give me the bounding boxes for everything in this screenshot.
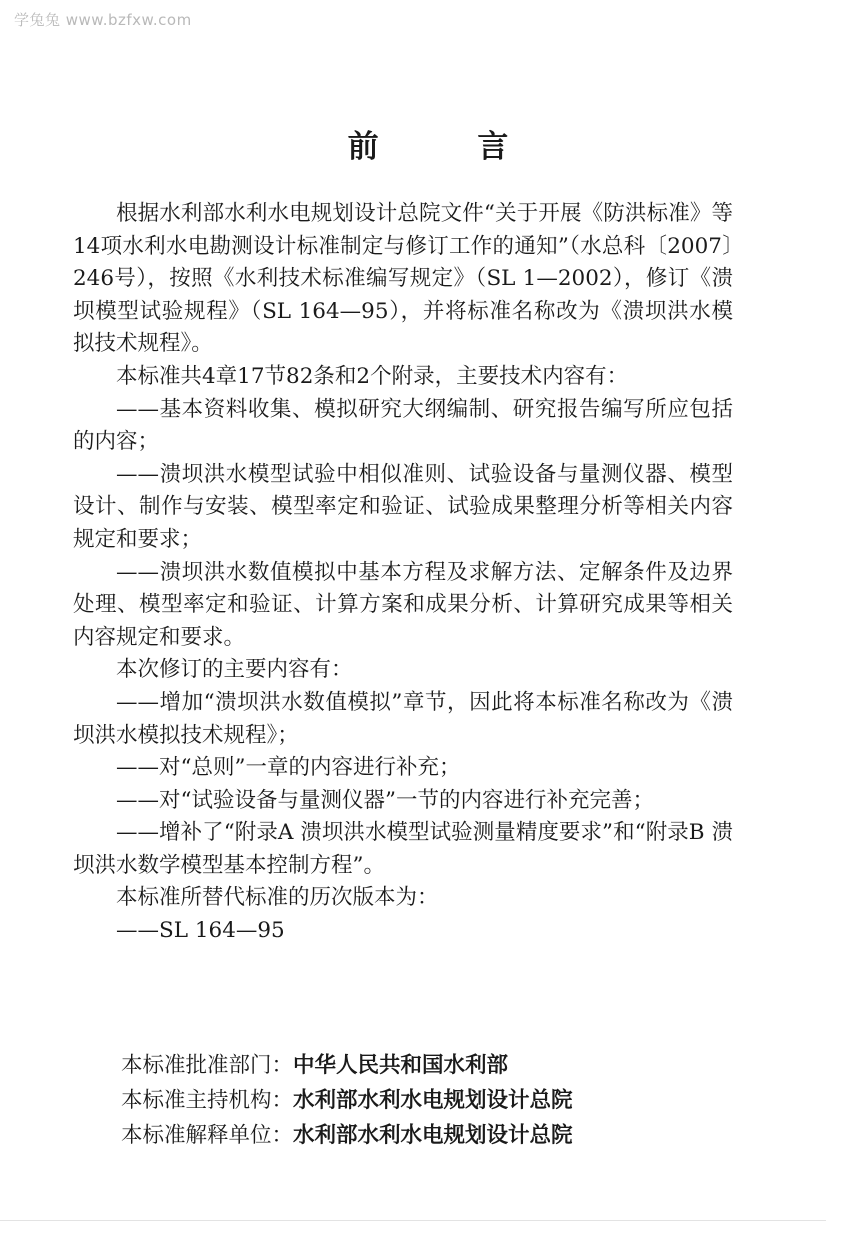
- paragraph-history-intro: 本标准所替代标准的历次版本为：: [116, 885, 439, 911]
- approval-row: [121, 1048, 573, 1083]
- approval-label: 本标准解释单位：: [121, 1123, 294, 1148]
- list-item: ——SL 164—95: [116, 918, 285, 944]
- approval-row: [121, 1083, 573, 1118]
- page-title: 前 言: [347, 129, 553, 165]
- approval-value: 中华人民共和国水利部: [293, 1053, 509, 1078]
- approval-value: 水利部水利水电规划设计总院: [293, 1088, 573, 1113]
- approval-block: [121, 1048, 573, 1153]
- page-bottom-divider: [0, 1220, 826, 1221]
- list-item: ——基本资料收集、模拟研究大纲编制、研究报告编写所应包括的内容；: [73, 396, 733, 455]
- paragraph-basis: 根据水利部水利水电规划设计总院文件“关于开展《防洪标准》等14项水利水电勘测设计标准制定与修订工作的通知”（水总科〔2007〕246号），按照《水利技术标准编写规定》（SL 1—2002），修订《溃坝模型试验规程》（SL 164—95），并将标准名称改为《溃坝洪水模拟技术规程》。: [73, 201, 733, 357]
- approval-row: [121, 1118, 573, 1153]
- list-item: ——对“总则”一章的内容进行补充；: [116, 755, 461, 781]
- approval-label: 本标准主持机构：: [121, 1088, 294, 1113]
- approval-value: 水利部水利水电规划设计总院: [293, 1123, 573, 1148]
- list-item: ——增加“溃坝洪水数值模拟”章节，因此将本标准名称改为《溃坝洪水模拟技术规程》；: [73, 689, 733, 748]
- list-item: ——增补了“附录A 溃坝洪水模型试验测量精度要求”和“附录B 溃坝洪水数学模型基本控制方程”。: [73, 820, 733, 878]
- paragraph-structure: 本标准共4章17节82条和2个附录，主要技术内容有：: [116, 363, 629, 389]
- watermark-text: 学兔兔 www.bzfxw.com: [14, 11, 192, 29]
- list-item: ——溃坝洪水数值模拟中基本方程及求解方法、定解条件及边界处理、模型率定和验证、计算方案和成果分析、计算研究成果等相关内容规定和要求。: [73, 559, 733, 650]
- paragraph-revision-intro: 本次修订的主要内容有：: [116, 657, 353, 683]
- preface-body: [73, 198, 733, 948]
- list-item: ——溃坝洪水模型试验中相似准则、试验设备与量测仪器、模型设计、制作与安装、模型率定和验证、试验成果整理分析等相关内容规定和要求；: [73, 461, 733, 552]
- approval-label: 本标准批准部门：: [121, 1053, 294, 1078]
- list-item: ——对“试验设备与量测仪器”一节的内容进行补充完善；: [116, 787, 654, 813]
